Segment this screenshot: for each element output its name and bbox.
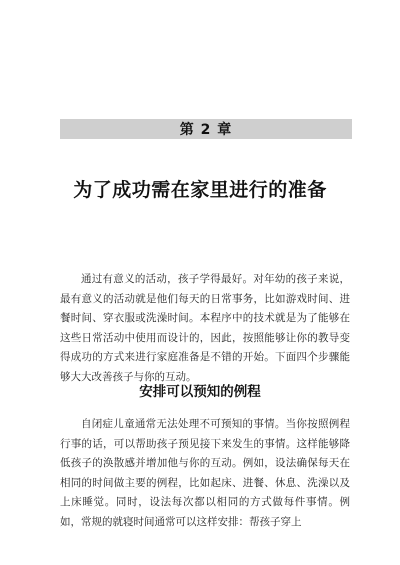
chapter-banner (60, 119, 352, 139)
intro-paragraph: 通过有意义的活动，孩子学得最好。对年幼的孩子来说，最有意义的活动就是他们每天的日常事务，比如游戏时间、进餐时间、穿衣服或洗澡时间。本程序中的技术就是为了能够在这些日常活动中使用而设计的，因此，按照能够让你的教导变得成功的方式来进行家庭准备是不错的开始。下面四个步骤能够大大改善孩子与你的互动。 (60, 273, 350, 383)
section-heading: 安排可以预知的例程 (139, 384, 261, 400)
routine-paragraph: 自闭症儿童通常无法处理不可预知的事情。当你按照例程行事的话，可以帮助孩子预见接下来发生的事情。这样能够降低孩子的涣散感并增加他与你的互动。例如，设法确保每天在相同的时间做主要的例程，比如起床、进餐、休息、洗澡以及上床睡觉。同时，设法每次都以相同的方式做每件事情。例如，常规的就寝时间通常可以这样安排：帮孩子穿上 (60, 418, 350, 528)
chapter-title: 为了成功需在家里进行的准备 (73, 179, 327, 201)
chapter-number: 第 2 章 (179, 122, 233, 138)
